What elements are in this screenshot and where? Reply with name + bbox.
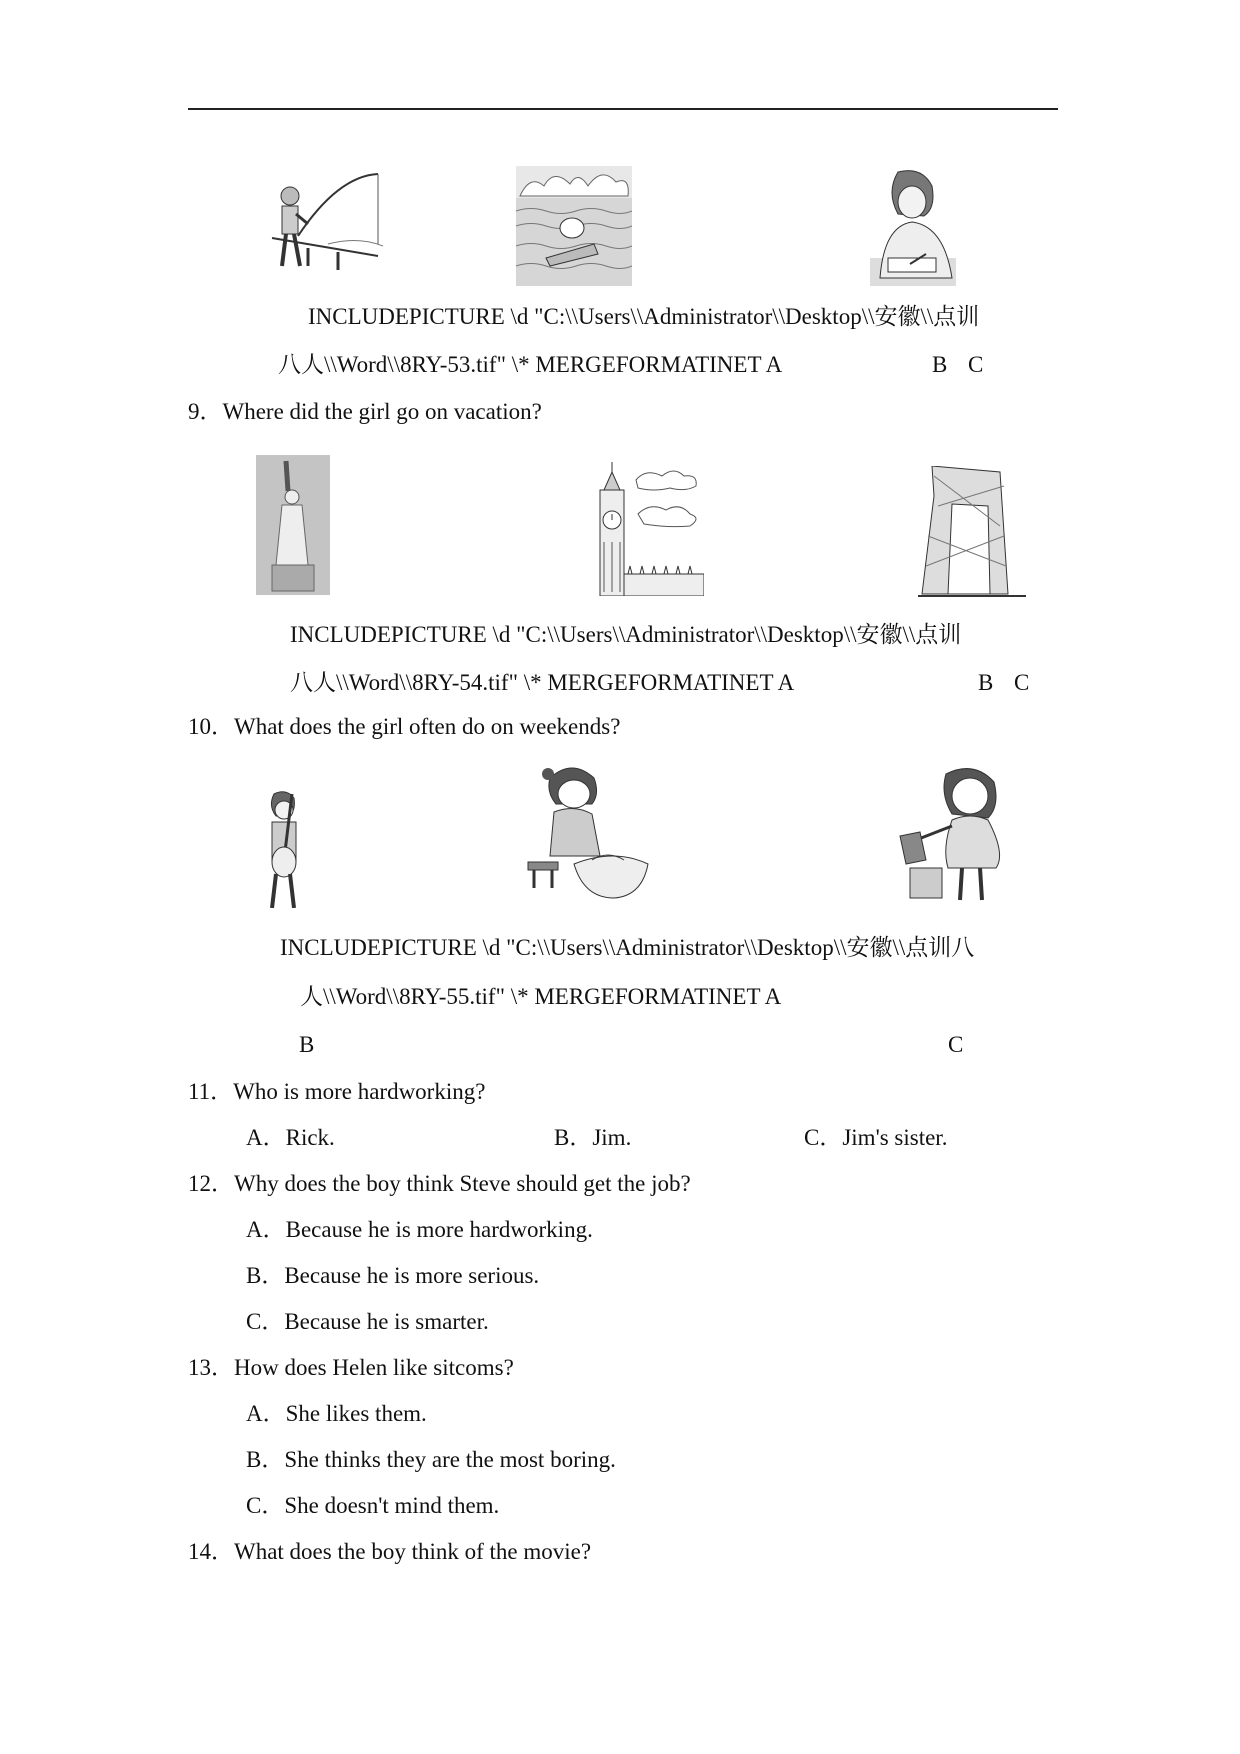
- writing-girl-image: [870, 168, 956, 286]
- q9-label-b: B: [978, 670, 994, 695]
- q13-question: 13．How does Helen like sitcoms?: [188, 1355, 514, 1380]
- q11-option-b: B．Jim.: [554, 1125, 632, 1150]
- swimming-boy-image: [516, 166, 632, 286]
- fishing-boy-image: [268, 166, 388, 272]
- q10-field-code-line2: 人\\Word\\8RY-55.tif" \* MERGEFORMATINET A: [300, 984, 782, 1009]
- q14-question: 14．What does the boy think of the movie?: [188, 1539, 592, 1564]
- q8-field-code-line1: INCLUDEPICTURE \d "C:\\Users\\Administrator\\Desktop\\安徽\\点训: [308, 304, 980, 329]
- q13-option-b: B．She thinks they are the most boring.: [246, 1447, 616, 1472]
- q12-option-c: C．Because he is smarter.: [246, 1309, 489, 1334]
- q11-option-a: A．Rick.: [246, 1125, 335, 1150]
- q8-label-c: C: [968, 352, 984, 377]
- cctv-building-image: [918, 466, 1026, 598]
- q12-option-a: A．Because he is more hardworking.: [246, 1217, 593, 1242]
- q9-field-code-line1: INCLUDEPICTURE \d "C:\\Users\\Administrator\\Desktop\\安徽\\点训: [290, 622, 962, 647]
- q9-question: 9．Where did the girl go on vacation?: [188, 399, 542, 424]
- statue-of-liberty-image: [256, 455, 330, 595]
- q8-field-code-line2: 八人\\Word\\8RY-53.tif" \* MERGEFORMATINET A: [278, 352, 783, 377]
- q9-label-c: C: [1014, 670, 1030, 695]
- q13-option-a: A．She likes them.: [246, 1401, 427, 1426]
- q12-option-b: B．Because he is more serious.: [246, 1263, 540, 1288]
- q11-option-c: C．Jim's sister.: [804, 1125, 948, 1150]
- q11-question: 11．Who is more hardworking?: [188, 1079, 486, 1104]
- q13-option-c: C．She doesn't mind them.: [246, 1493, 500, 1518]
- q9-field-code-line2: 八人\\Word\\8RY-54.tif" \* MERGEFORMATINET A: [290, 670, 795, 695]
- q10-field-code-line1: INCLUDEPICTURE \d "C:\\Users\\Administrator\\Desktop\\安徽\\点训八: [280, 935, 975, 960]
- q8-label-b: B: [932, 352, 948, 377]
- girl-washing-clothes-image: [524, 764, 650, 904]
- header-rule: [188, 108, 1058, 110]
- q10-label-c: C: [948, 1032, 964, 1057]
- q12-question: 12．Why does the boy think Steve should get the job?: [188, 1171, 691, 1196]
- big-ben-image: [574, 462, 704, 596]
- q10-label-b: B: [299, 1032, 315, 1057]
- q10-question: 10．What does the girl often do on weekends?: [188, 714, 621, 739]
- girl-playing-pipa-image: [256, 790, 318, 908]
- girl-sweeping-image: [896, 764, 1008, 906]
